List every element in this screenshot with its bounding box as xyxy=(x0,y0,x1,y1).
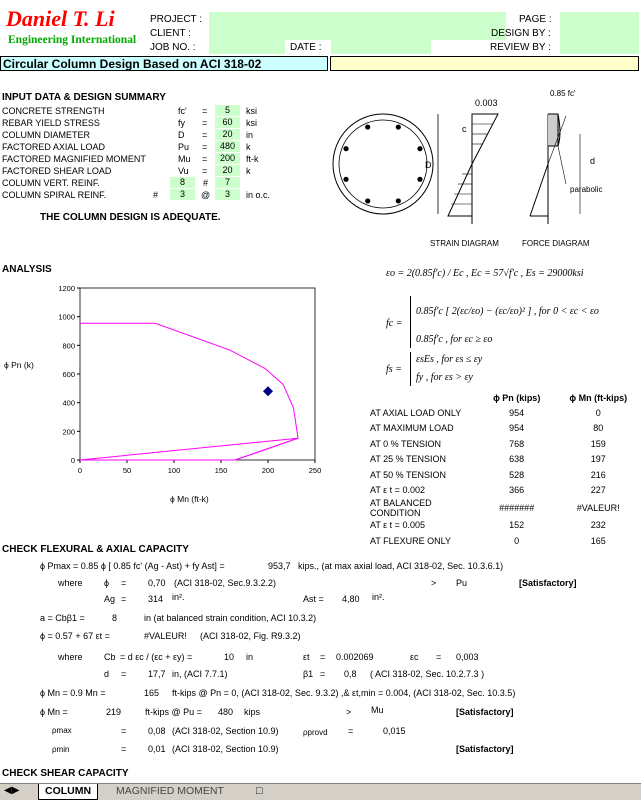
b1-symbol: β1 xyxy=(303,669,314,679)
spiral-at: @ xyxy=(201,190,211,200)
b1-value: 0,8 xyxy=(344,669,357,679)
ast-symbol: Ast = xyxy=(303,594,324,604)
phi-symbol: ϕ xyxy=(104,578,110,588)
cb-symbol: Cb xyxy=(104,652,116,662)
adequacy-result: THE COLUMN DESIGN IS ADEQUATE. xyxy=(40,212,221,223)
design-by-label: DESIGN BY : xyxy=(491,28,551,39)
mn2-unit: kips xyxy=(244,707,261,717)
a-note: in (at balanced strain condition, ACI 10.3.2) xyxy=(144,613,317,623)
input-symbol: fc' xyxy=(178,106,187,116)
result-pn: 152 xyxy=(509,520,525,531)
ag-unit: in². xyxy=(172,592,185,602)
force-diagram xyxy=(530,89,602,224)
pmax-value: 953,7 xyxy=(268,561,291,571)
design-by-field[interactable] xyxy=(560,26,639,40)
input-symbol: fy xyxy=(178,118,186,128)
column-section xyxy=(333,114,433,214)
phi2-formula: ϕ = 0.57 + 67 εt = xyxy=(40,631,110,641)
input-label: FACTORED MAGNIFIED MOMENT xyxy=(2,154,146,164)
b1-eq: = xyxy=(320,669,326,679)
result-label: AT 25 % TENSION xyxy=(370,454,447,465)
vert-reinf-count[interactable]: 8 xyxy=(170,177,195,188)
jobno-label: JOB NO. : xyxy=(150,42,196,53)
result-label: AT FLEXURE ONLY xyxy=(370,535,452,546)
cb-formula: = d εc / (εc + εy) = xyxy=(120,652,193,662)
y-tick-label: 600 xyxy=(62,370,75,379)
gt-sign-2: > xyxy=(346,707,352,717)
mn2-formula: ϕ Mn = xyxy=(40,707,68,717)
y-tick-label: 200 xyxy=(62,427,75,437)
brand-subtitle: Engineering International xyxy=(8,34,137,46)
x-tick-label: 50 xyxy=(122,466,132,475)
table-row xyxy=(370,518,641,533)
rmin-symbol: ρmin xyxy=(52,745,70,754)
date-field[interactable] xyxy=(331,40,431,54)
cb-value: 10 xyxy=(224,652,235,662)
strain-eps-label: 0.003 xyxy=(475,98,498,108)
page-field[interactable] xyxy=(560,12,639,26)
ag-eq: = xyxy=(121,594,127,604)
et-symbol: εt xyxy=(303,652,310,662)
result-pn: 954 xyxy=(509,408,525,419)
vert-reinf-label: COLUMN VERT. REINF. xyxy=(2,178,100,188)
project-label: PROJECT : xyxy=(150,14,203,25)
brand-name: Daniel T. Li xyxy=(6,6,115,31)
rmax-value: 0,08 xyxy=(148,726,166,736)
vert-reinf-hash: # xyxy=(203,178,209,188)
d-value: 17,7 xyxy=(148,669,166,679)
input-value[interactable]: 20 xyxy=(215,165,240,176)
input-value[interactable]: 200 xyxy=(215,153,240,164)
satisfactory-2: [Satisfactory] xyxy=(456,707,514,717)
satisfactory-1: [Satisfactory] xyxy=(519,578,577,588)
phi-eq: = xyxy=(121,578,127,588)
input-label: FACTORED AXIAL LOAD xyxy=(2,142,106,152)
fc-brace xyxy=(410,296,411,348)
col-header-pn: ϕ Pn (kips) xyxy=(493,392,541,403)
mn2-pu-value: 480 xyxy=(218,707,234,717)
pmax-note: kips., (at max axial load, ACI 318-02, Sec. 10.3.6.1) xyxy=(298,561,504,571)
ast-unit: in². xyxy=(372,592,385,602)
plot-area xyxy=(80,288,315,460)
tab-magnified-moment[interactable]: MAGNIFIED MOMENT xyxy=(116,785,224,797)
input-value[interactable]: 5 xyxy=(215,105,240,116)
column-diagram xyxy=(330,84,640,254)
force-fc-label: 0.85 fc' xyxy=(550,89,576,98)
mn-formula: ϕ Mn = 0.9 Mn = xyxy=(40,688,106,698)
input-value[interactable]: 480 xyxy=(215,141,240,152)
input-symbol: D xyxy=(178,130,185,140)
result-mn: #VALEUR! xyxy=(576,502,620,513)
date-label: DATE : xyxy=(290,42,322,53)
result-label: AT ε t = 0.005 xyxy=(370,520,425,531)
result-pn: 768 xyxy=(509,438,525,449)
result-mn: 232 xyxy=(590,520,606,531)
input-eq: = xyxy=(202,130,208,140)
tab-scroll-icon[interactable]: ◀▶ xyxy=(4,785,20,796)
where-label-1: where xyxy=(58,578,83,588)
page-title: Circular Column Design Based on ACI 318-02 xyxy=(0,56,328,71)
table-row xyxy=(370,436,641,451)
result-label: AT MAXIMUM LOAD xyxy=(370,423,454,434)
result-mn: 0 xyxy=(595,408,601,419)
formula-fc1: 0.85f'c [ 2(εc/εo) − (εc/εo)² ] , for 0 < εc < εo xyxy=(416,306,599,317)
spiral-spacing[interactable]: 3 xyxy=(215,189,240,200)
phi-value: 0,70 xyxy=(148,578,166,588)
shear-heading: CHECK SHEAR CAPACITY xyxy=(2,768,129,779)
diameter-label: D xyxy=(425,160,432,170)
input-unit: ksi xyxy=(246,106,257,116)
mn-note: ft-kips @ Pn = 0, (ACI 318-02, Sec. 9.3.2) ,& εt,min = 0.004, (ACI 318-02, Sec. 10.3.5) xyxy=(172,688,516,698)
ast-value: 4,80 xyxy=(342,594,360,604)
formula-fs1: εsEs , for εs ≤ εy xyxy=(416,354,483,365)
result-pn: 638 xyxy=(509,454,525,465)
result-pn: 0 xyxy=(514,535,520,546)
rebar-dot xyxy=(417,177,422,182)
a-value: 8 xyxy=(112,613,118,623)
result-pn: 954 xyxy=(509,423,525,434)
input-unit: ksi xyxy=(246,118,257,128)
result-label: AT 50 % TENSION xyxy=(370,469,447,480)
spiral-size[interactable]: 3 xyxy=(170,189,195,200)
table-row xyxy=(370,467,641,482)
fs-brace xyxy=(410,352,411,386)
input-symbol: Pu xyxy=(178,142,190,152)
formula-fc2: 0.85f'c , for εc ≥ εo xyxy=(416,334,493,345)
result-mn: 80 xyxy=(593,423,604,434)
y-tick-label: 800 xyxy=(62,341,75,351)
mu-symbol: Mu xyxy=(371,705,384,715)
input-unit: in xyxy=(246,130,254,140)
force-diagram-label: FORCE DIAGRAM xyxy=(522,239,590,248)
phi-note: (ACI 318-02, Sec.9.3.2.2) xyxy=(174,578,277,588)
formula-fs2: fy , for εs > εy xyxy=(416,372,473,383)
input-heading: INPUT DATA & DESIGN SUMMARY xyxy=(2,92,166,103)
result-label: AT ε t = 0.002 xyxy=(370,485,425,496)
satisfactory-3: [Satisfactory] xyxy=(456,744,514,754)
y-tick-label: 1000 xyxy=(58,312,75,322)
input-label: FACTORED SHEAR LOAD xyxy=(2,166,112,176)
strain-diagram xyxy=(448,98,498,224)
pu-symbol: Pu xyxy=(456,578,468,588)
title-notes-field[interactable] xyxy=(330,56,639,71)
d-depth-label: d xyxy=(590,156,596,166)
tab-column[interactable]: COLUMN xyxy=(38,784,98,800)
pmax-formula: ϕ Pmax = 0.85 ϕ [ 0.85 fc' (Ag - Ast) + fy Ast] = xyxy=(40,561,225,571)
y-tick-label: 400 xyxy=(62,398,75,408)
mn2-mid: ft-kips @ Pu = xyxy=(145,707,202,717)
rebar-dot xyxy=(365,124,370,129)
result-label: AT BALANCED CONDITION xyxy=(370,497,432,518)
parabolic-label: parabolic xyxy=(570,185,603,194)
interaction-chart xyxy=(0,280,330,510)
gt-sign-1: > xyxy=(431,578,437,588)
input-unit: ft-k xyxy=(246,154,259,164)
new-sheet-icon[interactable]: □ xyxy=(256,785,263,797)
input-eq: = xyxy=(202,106,208,116)
rmin-eq: = xyxy=(121,744,127,754)
result-mn: 165 xyxy=(590,535,606,546)
review-by-label: REVIEW BY : xyxy=(490,42,551,53)
b1-note: ( ACI 318-02, Sec. 10.2.7.3 ) xyxy=(370,669,485,679)
spiral-hash: # xyxy=(153,190,159,200)
y-axis-label: ϕ Pn (k) xyxy=(4,360,34,370)
col-header-mn: ϕ Mn (ft-kips) xyxy=(569,392,628,403)
result-mn: 159 xyxy=(590,438,606,449)
table-row xyxy=(370,498,641,518)
mn2-value: 219 xyxy=(106,707,122,717)
table-row xyxy=(370,421,641,436)
input-eq: = xyxy=(202,118,208,128)
x-tick-label: 100 xyxy=(167,466,181,475)
result-pn: 366 xyxy=(509,485,525,496)
rmax-symbol: ρmax xyxy=(52,726,72,735)
input-unit: k xyxy=(246,142,251,152)
table-row xyxy=(370,533,641,548)
ec-value: 0,003 xyxy=(456,652,479,662)
result-pn: 528 xyxy=(509,469,525,480)
d-eq: = xyxy=(121,669,127,679)
result-mn: 216 xyxy=(590,469,606,480)
rebar-dot xyxy=(396,198,401,203)
rebar-dot xyxy=(343,177,348,182)
client-field[interactable] xyxy=(209,26,506,40)
strain-diagram-label: STRAIN DIAGRAM xyxy=(430,239,499,248)
et-eq: = xyxy=(320,652,326,662)
x-tick-label: 200 xyxy=(261,466,275,475)
rebar-dot xyxy=(343,146,348,151)
rebar-dot xyxy=(365,198,370,203)
d-note: in, (ACI 7.7.1) xyxy=(172,669,228,679)
results-table xyxy=(370,390,641,549)
c-label: c xyxy=(462,124,467,134)
result-mn: 227 xyxy=(590,485,606,496)
y-tick-label: 0 xyxy=(70,456,75,465)
ec-eq: = xyxy=(436,652,442,662)
input-symbol: Mu xyxy=(178,154,191,164)
input-value[interactable]: 20 xyxy=(215,129,240,140)
et-value: 0.002069 xyxy=(336,652,374,662)
project-field[interactable] xyxy=(209,12,506,26)
input-eq: = xyxy=(202,166,208,176)
table-row xyxy=(370,405,641,420)
table-row xyxy=(370,452,641,467)
jobno-field[interactable] xyxy=(209,40,285,54)
x-axis-label: ϕ Mn (ft-k) xyxy=(170,494,209,504)
rprovd-value: 0,015 xyxy=(383,726,406,736)
d-symbol: d xyxy=(104,669,110,679)
phi2-value: #VALEUR! xyxy=(144,631,187,641)
rmin-note: (ACI 318-02, Section 10.9) xyxy=(172,744,279,754)
rebar-dot xyxy=(396,124,401,129)
x-tick-label: 0 xyxy=(77,466,83,475)
input-symbol: Vu xyxy=(178,166,189,176)
spiral-label: COLUMN SPIRAL REINF. xyxy=(2,190,107,200)
rmax-note: (ACI 318-02, Section 10.9) xyxy=(172,726,279,736)
analysis-heading: ANALYSIS xyxy=(2,264,52,275)
rmin-value: 0,01 xyxy=(148,744,166,754)
formula-eo: εo = 2(0.85f'c) / Ec , Ec = 57√f'c , Es = 29000ksi xyxy=(386,268,584,279)
rprovd-eq: = xyxy=(348,726,354,736)
rebar-dot xyxy=(417,146,422,151)
result-pn: ####### xyxy=(499,502,535,513)
a-formula: a = Cbβ1 = xyxy=(40,613,85,623)
x-tick-label: 250 xyxy=(308,466,322,475)
page-label: PAGE : xyxy=(519,14,552,25)
spiral-unit: in o.c. xyxy=(246,190,271,200)
flexural-heading: CHECK FLEXURAL & AXIAL CAPACITY xyxy=(2,544,189,555)
input-label: CONCRETE STRENGTH xyxy=(2,106,105,116)
input-eq: = xyxy=(202,154,208,164)
input-value[interactable]: 60 xyxy=(215,117,240,128)
result-label: AT 0 % TENSION xyxy=(370,438,442,449)
formula-fs-prefix: fs = xyxy=(386,364,402,375)
formula-fc-prefix: fc = xyxy=(386,318,403,329)
client-label: CLIENT : xyxy=(150,28,191,39)
sheet-tab-bar xyxy=(0,783,641,800)
result-mn: 197 xyxy=(590,454,606,465)
ag-symbol: Ag xyxy=(104,594,116,604)
result-label: AT AXIAL LOAD ONLY xyxy=(370,408,462,419)
rmax-eq: = xyxy=(121,726,127,736)
x-tick-label: 150 xyxy=(214,466,228,475)
table-row xyxy=(370,482,641,497)
input-unit: k xyxy=(246,166,251,176)
phi2-note: (ACI 318-02, Fig. R9.3.2) xyxy=(200,631,301,641)
rprovd-symbol: ρprovd xyxy=(303,728,328,737)
review-by-field[interactable] xyxy=(560,40,639,54)
vert-reinf-size[interactable]: 7 xyxy=(215,177,240,188)
ec-symbol: εc xyxy=(410,652,419,662)
input-label: REBAR YIELD STRESS xyxy=(2,118,100,128)
y-tick-label: 1200 xyxy=(58,284,75,293)
mn-value: 165 xyxy=(144,688,160,698)
ag-value: 314 xyxy=(148,594,164,604)
where-label-2: where xyxy=(58,652,83,662)
cb-unit: in xyxy=(246,652,254,662)
input-eq: = xyxy=(202,142,208,152)
input-label: COLUMN DIAMETER xyxy=(2,130,91,140)
